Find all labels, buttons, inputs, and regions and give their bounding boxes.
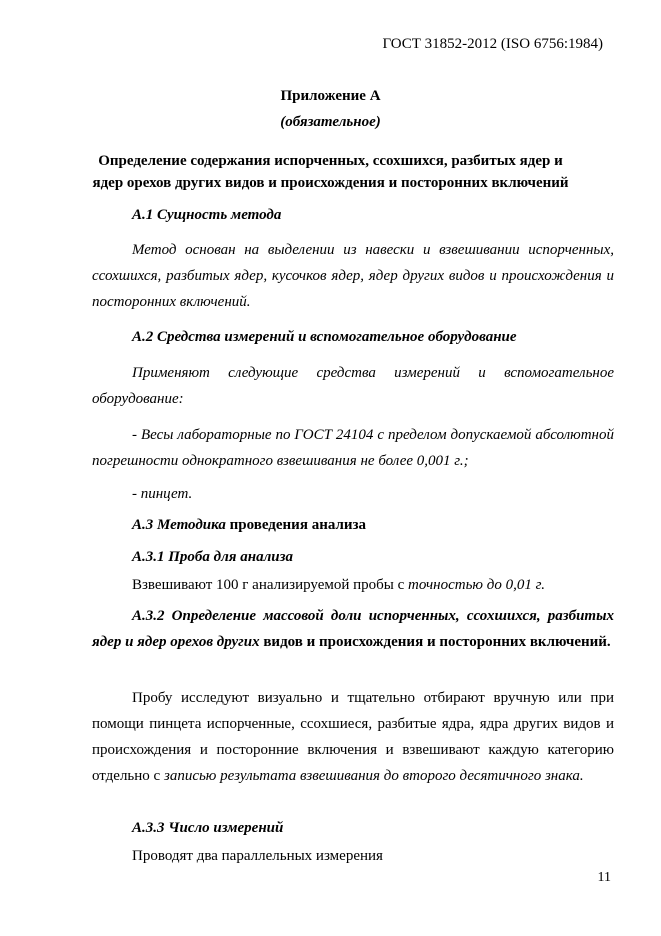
a2-item-2: - пинцет. xyxy=(132,486,193,502)
a33-heading: А.3.3 Число измерений xyxy=(132,820,284,836)
a31-text-italic: точностью до 0,01 г. xyxy=(408,577,545,593)
a3-heading-bold: проведения анализа xyxy=(225,517,367,533)
page-number: 11 xyxy=(597,870,611,885)
a2-item-1: - Весы лабораторные по ГОСТ 24104 с пределом допускаемой абсолютной погрешности однократного взвешивания не более 0,001 г.; xyxy=(92,427,614,469)
a1-heading: А.1 Сущность метода xyxy=(132,207,282,223)
appendix-status: (обязательное) xyxy=(280,114,381,130)
a31-text xyxy=(132,577,654,594)
a2-heading: А.2 Средства измерений и вспомогательное оборудование xyxy=(132,329,517,345)
section-title-line-1: Определение содержания испорченных, ссохшихся, разбитых ядер и xyxy=(98,153,563,169)
a31-text-regular: Взвешивают 100 г анализируемой пробы с xyxy=(132,577,409,593)
a32-heading xyxy=(92,603,614,655)
a33-text: Проводят два параллельных измерения xyxy=(132,848,383,864)
a2-intro: Применяют следующие средства измерений и вспомогательное оборудование: xyxy=(92,365,614,407)
section-title xyxy=(0,150,661,194)
section-title-line-2: ядер орехов других видов и происхождения и посторонних включений xyxy=(92,175,569,191)
a31-heading: А.3.1 Проба для анализа xyxy=(132,549,293,565)
a3-heading-italic: А.3 Методика xyxy=(132,517,226,533)
a32-heading-part-2: видов и происхождения и посторонних включений. xyxy=(259,634,611,650)
a32-text-italic: записью результата взвешивания до второго десятичного знака. xyxy=(163,768,584,784)
a32-text-regular: Пробу исследуют визуально и тщательно отбирают вручную или при помощи пинцета испорченные, ссохшиеся, разбитые ядра, ядра других видов и происхождения и посторонние включения и взвешивают каждую категорию отдельно с xyxy=(92,690,614,784)
a3-heading xyxy=(132,517,654,534)
appendix-title: Приложение А xyxy=(280,88,381,104)
a1-text: Метод основан на выделении из навески и взвешивании испорченных, ссохшихся, разбитых ядер, кусочков ядер, ядер других видов и происхождения и посторонних включений. xyxy=(92,242,614,310)
document-header: ГОСТ 31852-2012 (ISO 6756:1984) xyxy=(382,36,603,52)
a32-heading-part-1: А.3.2 Определение массовой доли испорченных, ссохшихся, разбитых ядер и ядер орехов других xyxy=(92,608,614,650)
a32-text xyxy=(92,685,614,789)
